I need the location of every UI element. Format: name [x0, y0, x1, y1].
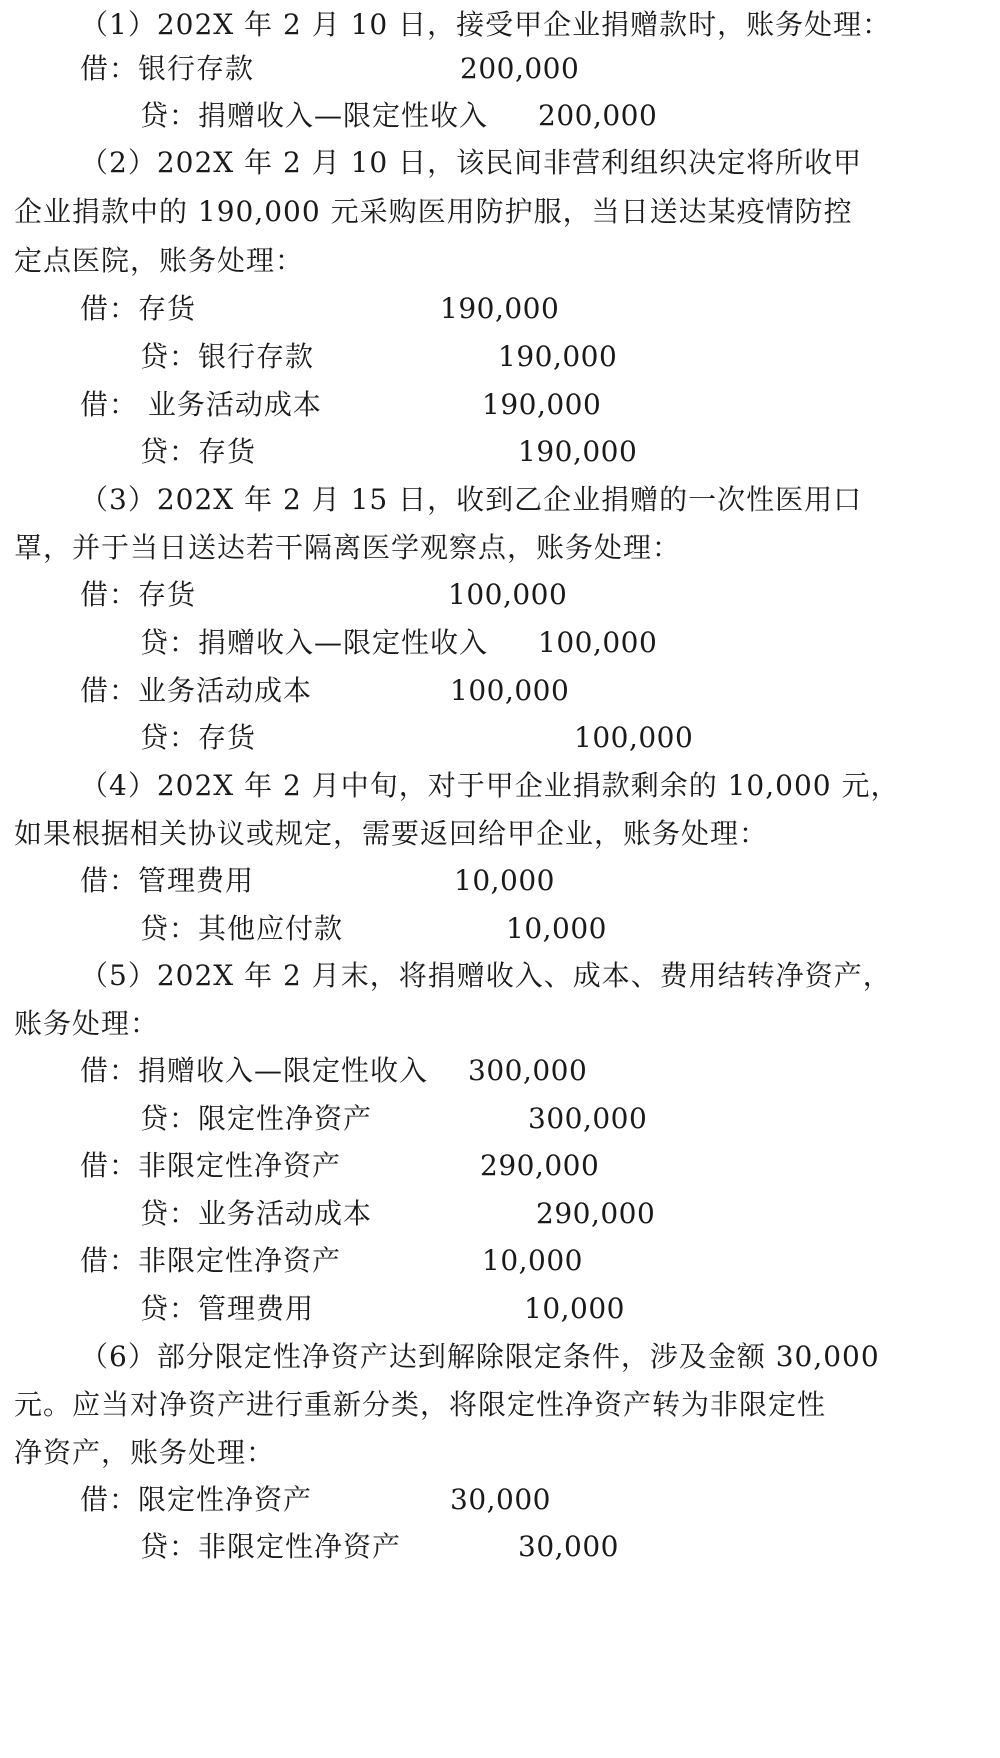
entry-amount: 30,000 — [450, 1483, 551, 1516]
paragraph-line — [0, 809, 1000, 859]
journal-line — [0, 44, 1000, 94]
paragraph-line — [0, 187, 1000, 237]
journal-line — [0, 284, 1000, 334]
entry-label: 贷：捐赠收入—限定性收入 — [140, 626, 489, 659]
entry-amount: 100,000 — [450, 674, 570, 707]
paragraph-text: 账务处理： — [14, 1007, 160, 1040]
entry-label: 借：管理费用 — [80, 864, 255, 897]
journal-line — [0, 380, 1000, 430]
entry-label: 贷：存货 — [140, 435, 257, 468]
paragraph-text: 企业捐款中的 190,000 元采购医用防护服，当日送达某疫情防控 — [14, 195, 853, 228]
entry-amount: 10,000 — [454, 864, 555, 897]
paragraph-line — [0, 951, 1000, 1001]
journal-line — [0, 332, 1000, 382]
paragraph-line — [0, 1380, 1000, 1430]
journal-line — [0, 856, 1000, 906]
paragraph-text: 元。应当对净资产进行重新分类，将限定性净资产转为非限定性 — [14, 1388, 827, 1421]
paragraph-text: 定点医院，账务处理： — [14, 244, 305, 277]
entry-amount: 290,000 — [480, 1149, 600, 1182]
entry-amount: 10,000 — [506, 912, 607, 945]
entry-amount: 30,000 — [518, 1530, 619, 1563]
journal-line — [0, 427, 1000, 477]
entry-label: 贷：其他应付款 — [140, 912, 344, 945]
paragraph-line — [0, 0, 1000, 50]
journal-line — [0, 1189, 1000, 1239]
journal-line — [0, 91, 1000, 141]
journal-line — [0, 904, 1000, 954]
entry-label: 借：银行存款 — [80, 52, 255, 85]
entry-label: 借：非限定性净资产 — [80, 1149, 342, 1182]
entry-amount: 100,000 — [538, 626, 658, 659]
paragraph-text: （1）202X 年 2 月 10 日，接受甲企业捐赠款时，账务处理： — [80, 8, 892, 41]
paragraph-line — [0, 1332, 1000, 1382]
paragraph-line — [0, 138, 1000, 188]
entry-amount: 290,000 — [536, 1197, 656, 1230]
entry-label: 借：捐赠收入—限定性收入 — [80, 1054, 429, 1087]
entry-label: 贷：管理费用 — [140, 1292, 315, 1325]
paragraph-text: （6）部分限定性净资产达到解除限定条件，涉及金额 30,000 — [80, 1340, 880, 1373]
entry-label: 贷：业务活动成本 — [140, 1197, 373, 1230]
journal-line — [0, 570, 1000, 620]
entry-amount: 200,000 — [460, 52, 580, 85]
journal-line — [0, 1284, 1000, 1334]
entry-label: 贷：非限定性净资产 — [140, 1530, 402, 1563]
journal-line — [0, 1141, 1000, 1191]
entry-label: 借：存货 — [80, 578, 197, 611]
journal-line — [0, 666, 1000, 716]
entry-label: 借：存货 — [80, 292, 197, 325]
paragraph-text: （5）202X 年 2 月末，将捐赠收入、成本、费用结转净资产， — [80, 959, 892, 992]
paragraph-line — [0, 475, 1000, 525]
paragraph-text: （2）202X 年 2 月 10 日，该民间非营利组织决定将所收甲 — [80, 146, 863, 179]
entry-amount: 190,000 — [482, 388, 602, 421]
entry-label: 借： 业务活动成本 — [80, 388, 322, 421]
entry-amount: 190,000 — [440, 292, 560, 325]
paragraph-text: （3）202X 年 2 月 15 日，收到乙企业捐赠的一次性医用口 — [80, 483, 863, 516]
entry-label: 贷：存货 — [140, 721, 257, 754]
paragraph-line — [0, 236, 1000, 286]
paragraph-line — [0, 523, 1000, 573]
entry-amount: 190,000 — [498, 340, 618, 373]
entry-label: 贷：限定性净资产 — [140, 1102, 373, 1135]
paragraph-line — [0, 1428, 1000, 1478]
entry-label: 贷：银行存款 — [140, 340, 315, 373]
entry-amount: 10,000 — [482, 1244, 583, 1277]
entry-amount: 100,000 — [574, 721, 694, 754]
paragraph-text: 如果根据相关协议或规定，需要返回给甲企业，账务处理： — [14, 817, 769, 850]
paragraph-line — [0, 761, 1000, 811]
journal-line — [0, 713, 1000, 763]
paragraph-text: （4）202X 年 2 月中旬，对于甲企业捐款剩余的 10,000 元， — [80, 769, 900, 802]
journal-line — [0, 1046, 1000, 1096]
journal-line — [0, 1475, 1000, 1525]
entry-amount: 100,000 — [448, 578, 568, 611]
entry-amount: 190,000 — [518, 435, 638, 468]
entry-label: 贷：捐赠收入—限定性收入 — [140, 99, 489, 132]
paragraph-line — [0, 999, 1000, 1049]
entry-label: 借：业务活动成本 — [80, 674, 313, 707]
entry-label: 借：非限定性净资产 — [80, 1244, 342, 1277]
journal-line — [0, 1236, 1000, 1286]
journal-line — [0, 1522, 1000, 1572]
entry-amount: 200,000 — [538, 99, 658, 132]
entry-amount: 10,000 — [524, 1292, 625, 1325]
journal-line — [0, 618, 1000, 668]
paragraph-text: 净资产，账务处理： — [14, 1436, 276, 1469]
paragraph-text: 罩，并于当日送达若干隔离医学观察点，账务处理： — [14, 531, 682, 564]
entry-label: 借：限定性净资产 — [80, 1483, 313, 1516]
entry-amount: 300,000 — [468, 1054, 588, 1087]
entry-amount: 300,000 — [528, 1102, 648, 1135]
journal-line — [0, 1094, 1000, 1144]
